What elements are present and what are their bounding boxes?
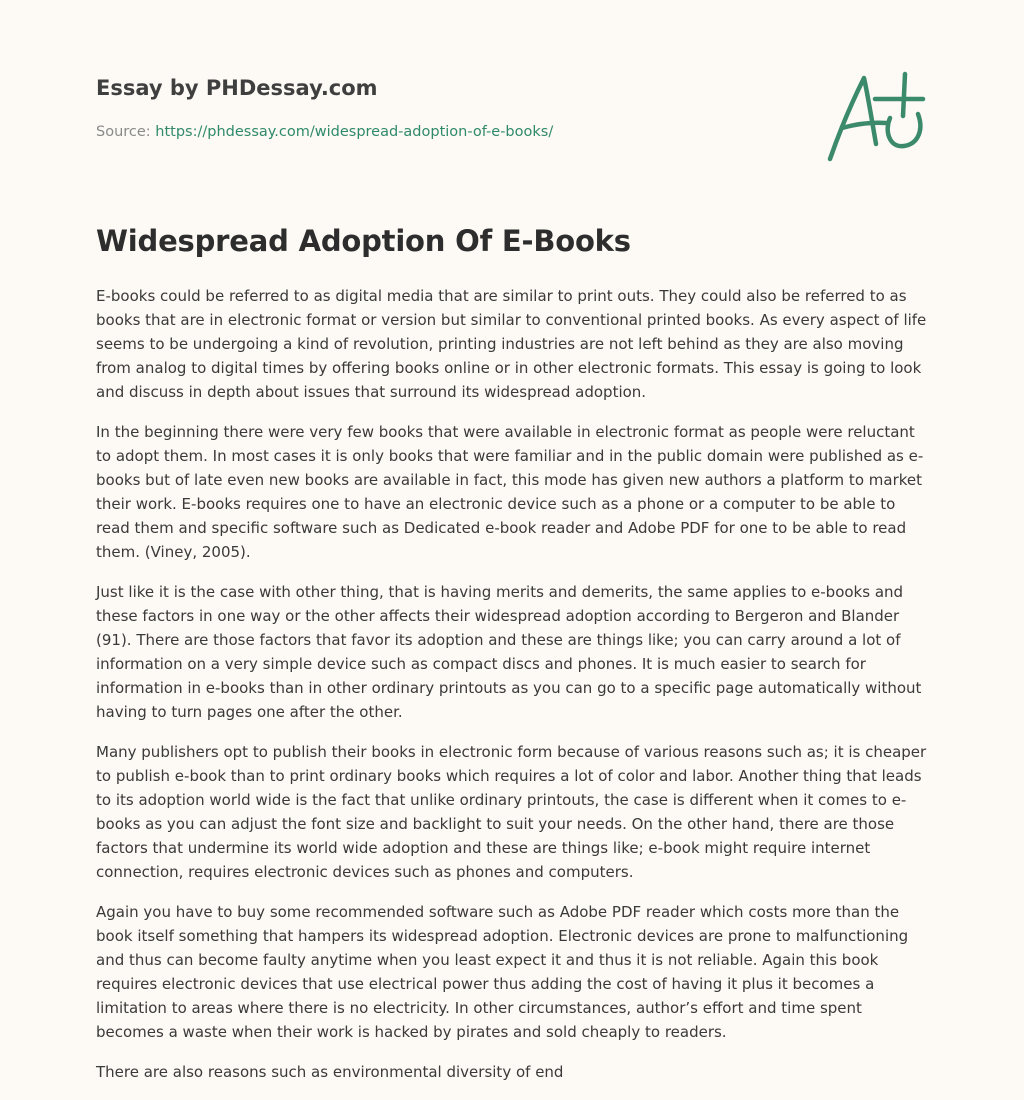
- essay-body: [96, 284, 932, 1100]
- source-label: Source:: [96, 124, 156, 140]
- essay-title: Widespread Adoption Of E-Books: [96, 224, 631, 258]
- essay-paragraph: Again you have to buy some recommended software such as Adobe PDF reader which costs more than the book itself something that hampers its widespread adoption. Electronic devices are prone to malfunctioning and thus can become faulty anytime when you least expect it and thus it is not reliable. Again this book requires electronic devices that use electrical power thus adding the cost of having it plus it becomes a limitation to areas where there is no electricity. In other circumstances, author’s effort and time spent becomes a waste when their work is hacked by pirates and sold cheaply to readers.: [96, 903, 909, 1041]
- essay-paragraph: In the beginning there were very few books that were available in electronic format as people were reluctant to adopt them. In most cases it is only books that were familiar and in the public domain were published as e-books but of late even new books are available in fact, this mode has given new authors a platform to market their work. E-books requires one to have an electronic device such as a phone or a computer to be able to read them and specific software such as Dedicated e-book reader and Adobe PDF for one to be able to read them. (Viney, 2005).: [96, 423, 924, 561]
- essay-paragraph: Just like it is the case with other thing, that is having merits and demerits, the same applies to e-books and these factors in one way or the other affects their widespread adoption according to Bergeron and Blander (91). There are those factors that favor its adoption and these are things like; you can carry around a lot of information on a very simple device such as compact discs and phones. It is much easier to search for information in e-books than in other ordinary printouts as you can go to a specific page automatically without having to turn pages one after the other.: [96, 583, 922, 721]
- source-link[interactable]: https://phdessay.com/widespread-adoption-of-e-books/: [155, 124, 554, 140]
- site-title: Essay by PHDessay.com: [96, 76, 378, 100]
- a-plus-logo-icon: [820, 66, 932, 170]
- essay-paragraph: E-books could be referred to as digital media that are similar to print outs. They could also be referred to as books that are in electronic format or version but similar to conventional printed books. As every aspect of life seems to be undergoing a kind of revolution, printing industries are not left behind as they are also moving from analog to digital times by offering books online or in other electronic formats. This essay is going to look and discuss in depth about issues that surround its widespread adoption.: [96, 287, 927, 401]
- source-line: [96, 124, 553, 140]
- essay-paragraph: Many publishers opt to publish their books in electronic form because of various reasons such as; it is cheaper to publish e-book than to print ordinary books which requires a lot of color and labor. Another thing that leads to its adoption world wide is the fact that unlike ordinary printouts, the case is different when it comes to e-books as you can adjust the font size and backlight to suit your needs. On the other hand, there are those factors that undermine its world wide adoption and these are things like; e-book might require internet connection, requires electronic devices such as phones and computers.: [96, 743, 927, 881]
- essay-paragraph: There are also reasons such as environmental diversity of end: [96, 1063, 564, 1081]
